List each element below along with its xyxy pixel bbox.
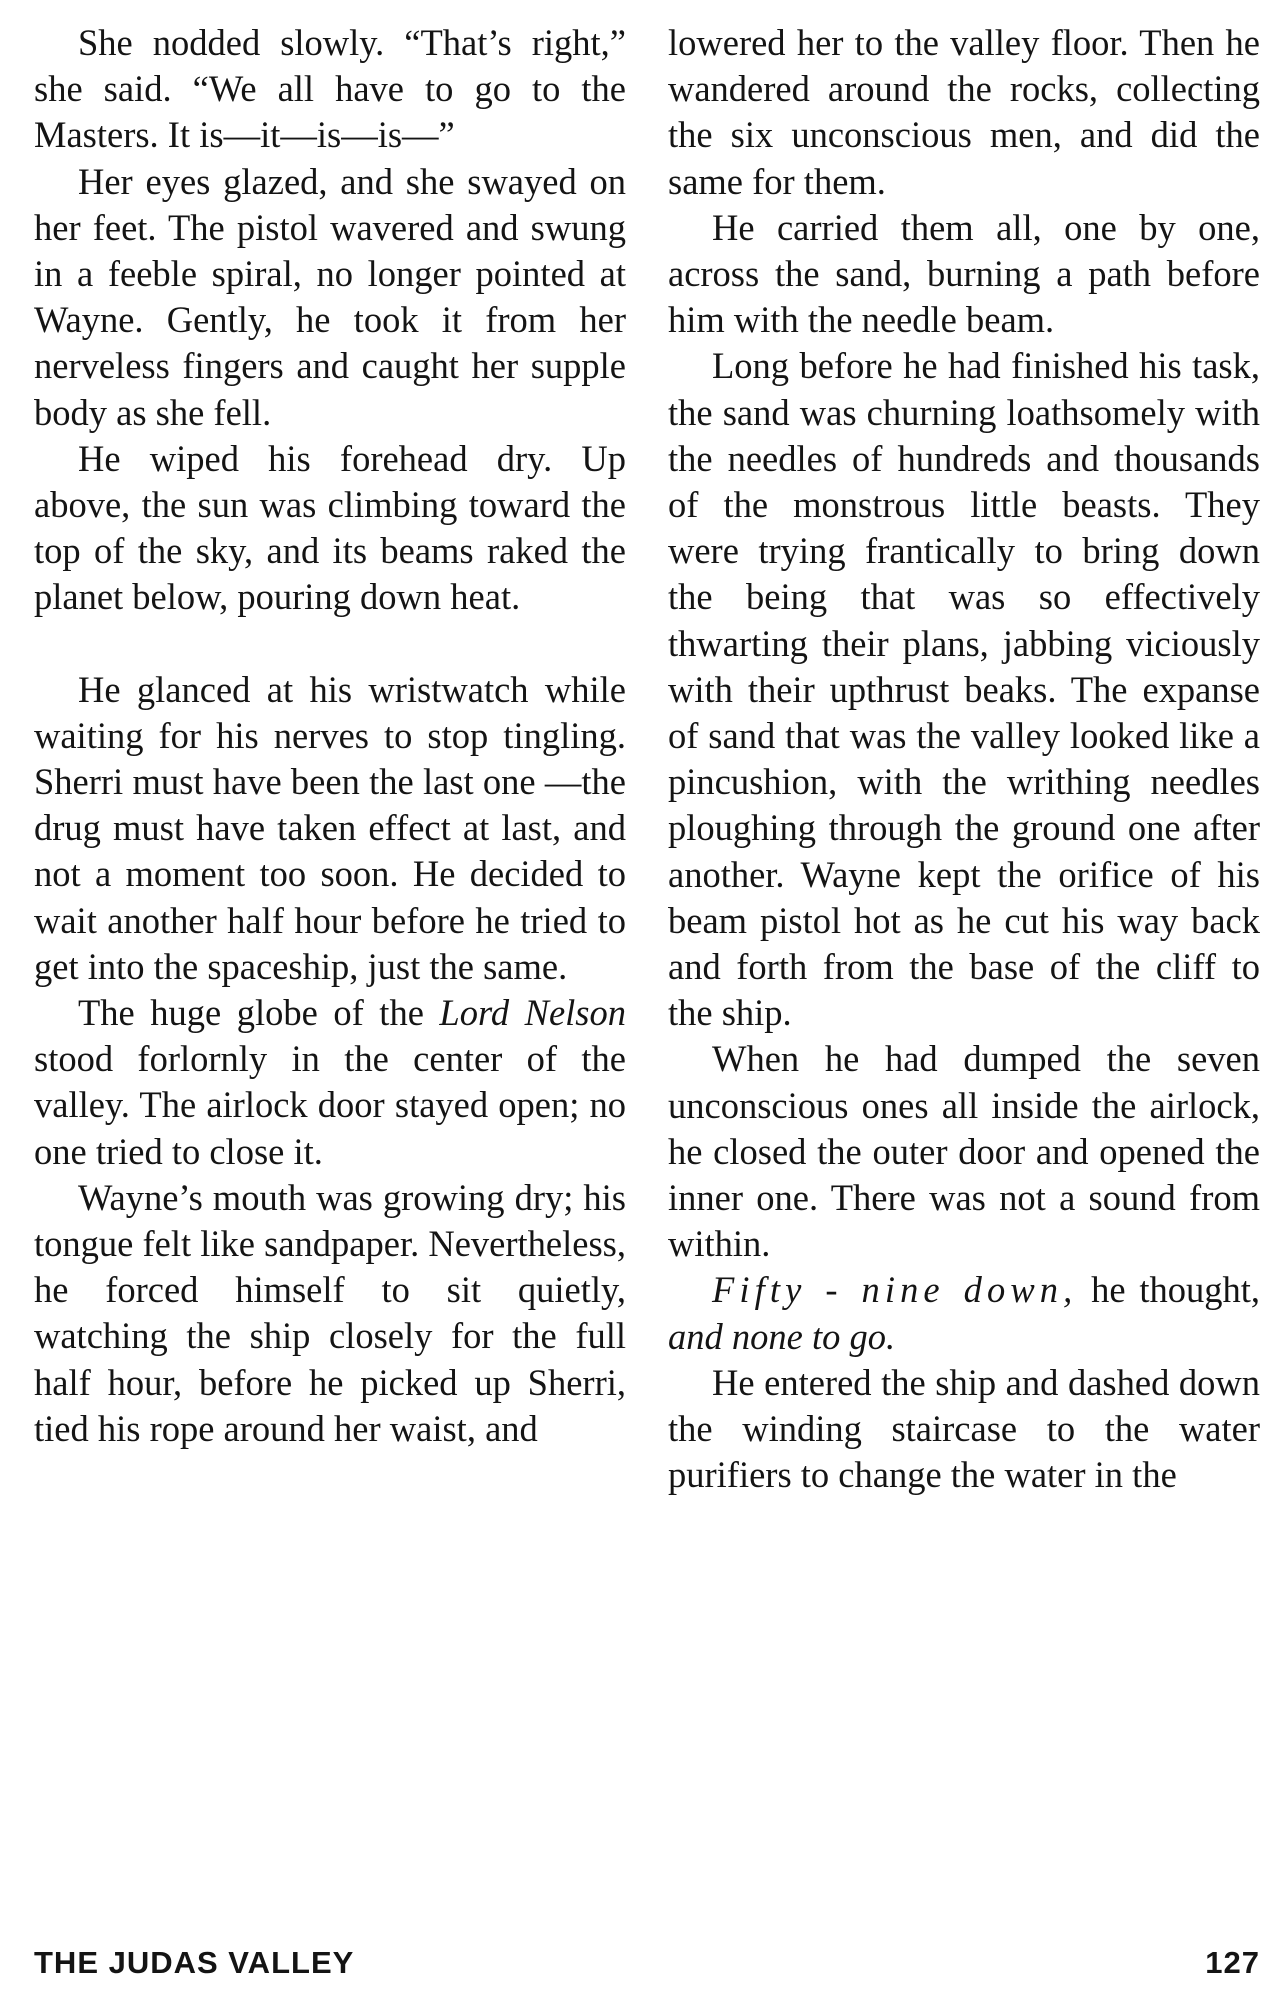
page-number: 127 [1205,1945,1260,1980]
paragraph-continued: lowered her to the valley floor. Then he wandered around the rocks, collecting the six unconscious men, and did the same for them. [668,22,1260,202]
text-run: he thought, [1077,1269,1260,1311]
italic-thought: Fifty - nine down, [712,1269,1078,1311]
paragraph: He wiped his forehead dry. Up above, the sun was climbing toward the top of the sky, and its beams raked the planet below, pouring down heat. [34,437,626,618]
paragraph: Her eyes glazed, and she swayed on her feet. The pistol wavered and swung in a feeble spiral, no longer pointed at Wayne. Gently, he took it from her nerveless fingers and caught her supple body as she fell. [34,160,626,433]
paragraph: He entered the ship and dashed down the winding staircase to the water purifiers to change the water in the [668,1361,1260,1496]
paragraph: He carried them all, one by one, across the sand, burning a path before him with the needle beam. [668,206,1260,341]
paragraph: Wayne’s mouth was growing dry; his tongue felt like sandpaper. Nevertheless, he forced himself to sit quietly, watching the ship closely for the full half hour, before he picked up Sherri, tied his rope around her waist, and [34,1176,626,1449]
italic-thought: and none to go. [668,1315,896,1357]
ship-name: Lord Nelson [439,992,626,1034]
page-footer [34,1945,1260,1985]
running-head: THE JUDAS VALLEY [34,1945,355,1980]
paragraph: She nodded slowly. “That’s right,” she said. “We all have to go to the Masters. It is—it—is—is—” [34,22,626,156]
paragraph: He glanced at his wristwatch while waiting for his nerves to stop tingling. Sherri must have been the last one —the drug must have taken effect at last, and not a moment too soon. He decided to wait another half hour before he tried to get into the spaceship, just the same. [34,668,626,987]
left-column [34,20,626,1452]
right-column [668,20,1260,1499]
paragraph-ship-name [34,990,626,1175]
text-run: The huge globe of the [78,992,440,1034]
text-run: stood forlornly in the center of the valley. The airlock door stayed open; no one tried to close it. [34,1038,626,1172]
paragraph: Long before he had finished his task, the sand was churning loathsomely with the needles of hundreds and thousands of the monstrous little beasts. They were trying frantically to bring down the being that was so effectively thwarting their plans, jabbing viciously with their upthrust beaks. The expanse of sand that was the valley looked like a pincushion, with the writhing needles ploughing through the ground one after another. Wayne kept the orifice of his beam pistol hot as he cut his way back and forth from the base of the cliff to the ship. [668,345,1260,1034]
paragraph: When he had dumped the seven unconscious ones all inside the airlock, he closed the outer door and opened the inner one. There was not a sound from within. [668,1038,1260,1265]
paragraph-thought [668,1267,1260,1359]
